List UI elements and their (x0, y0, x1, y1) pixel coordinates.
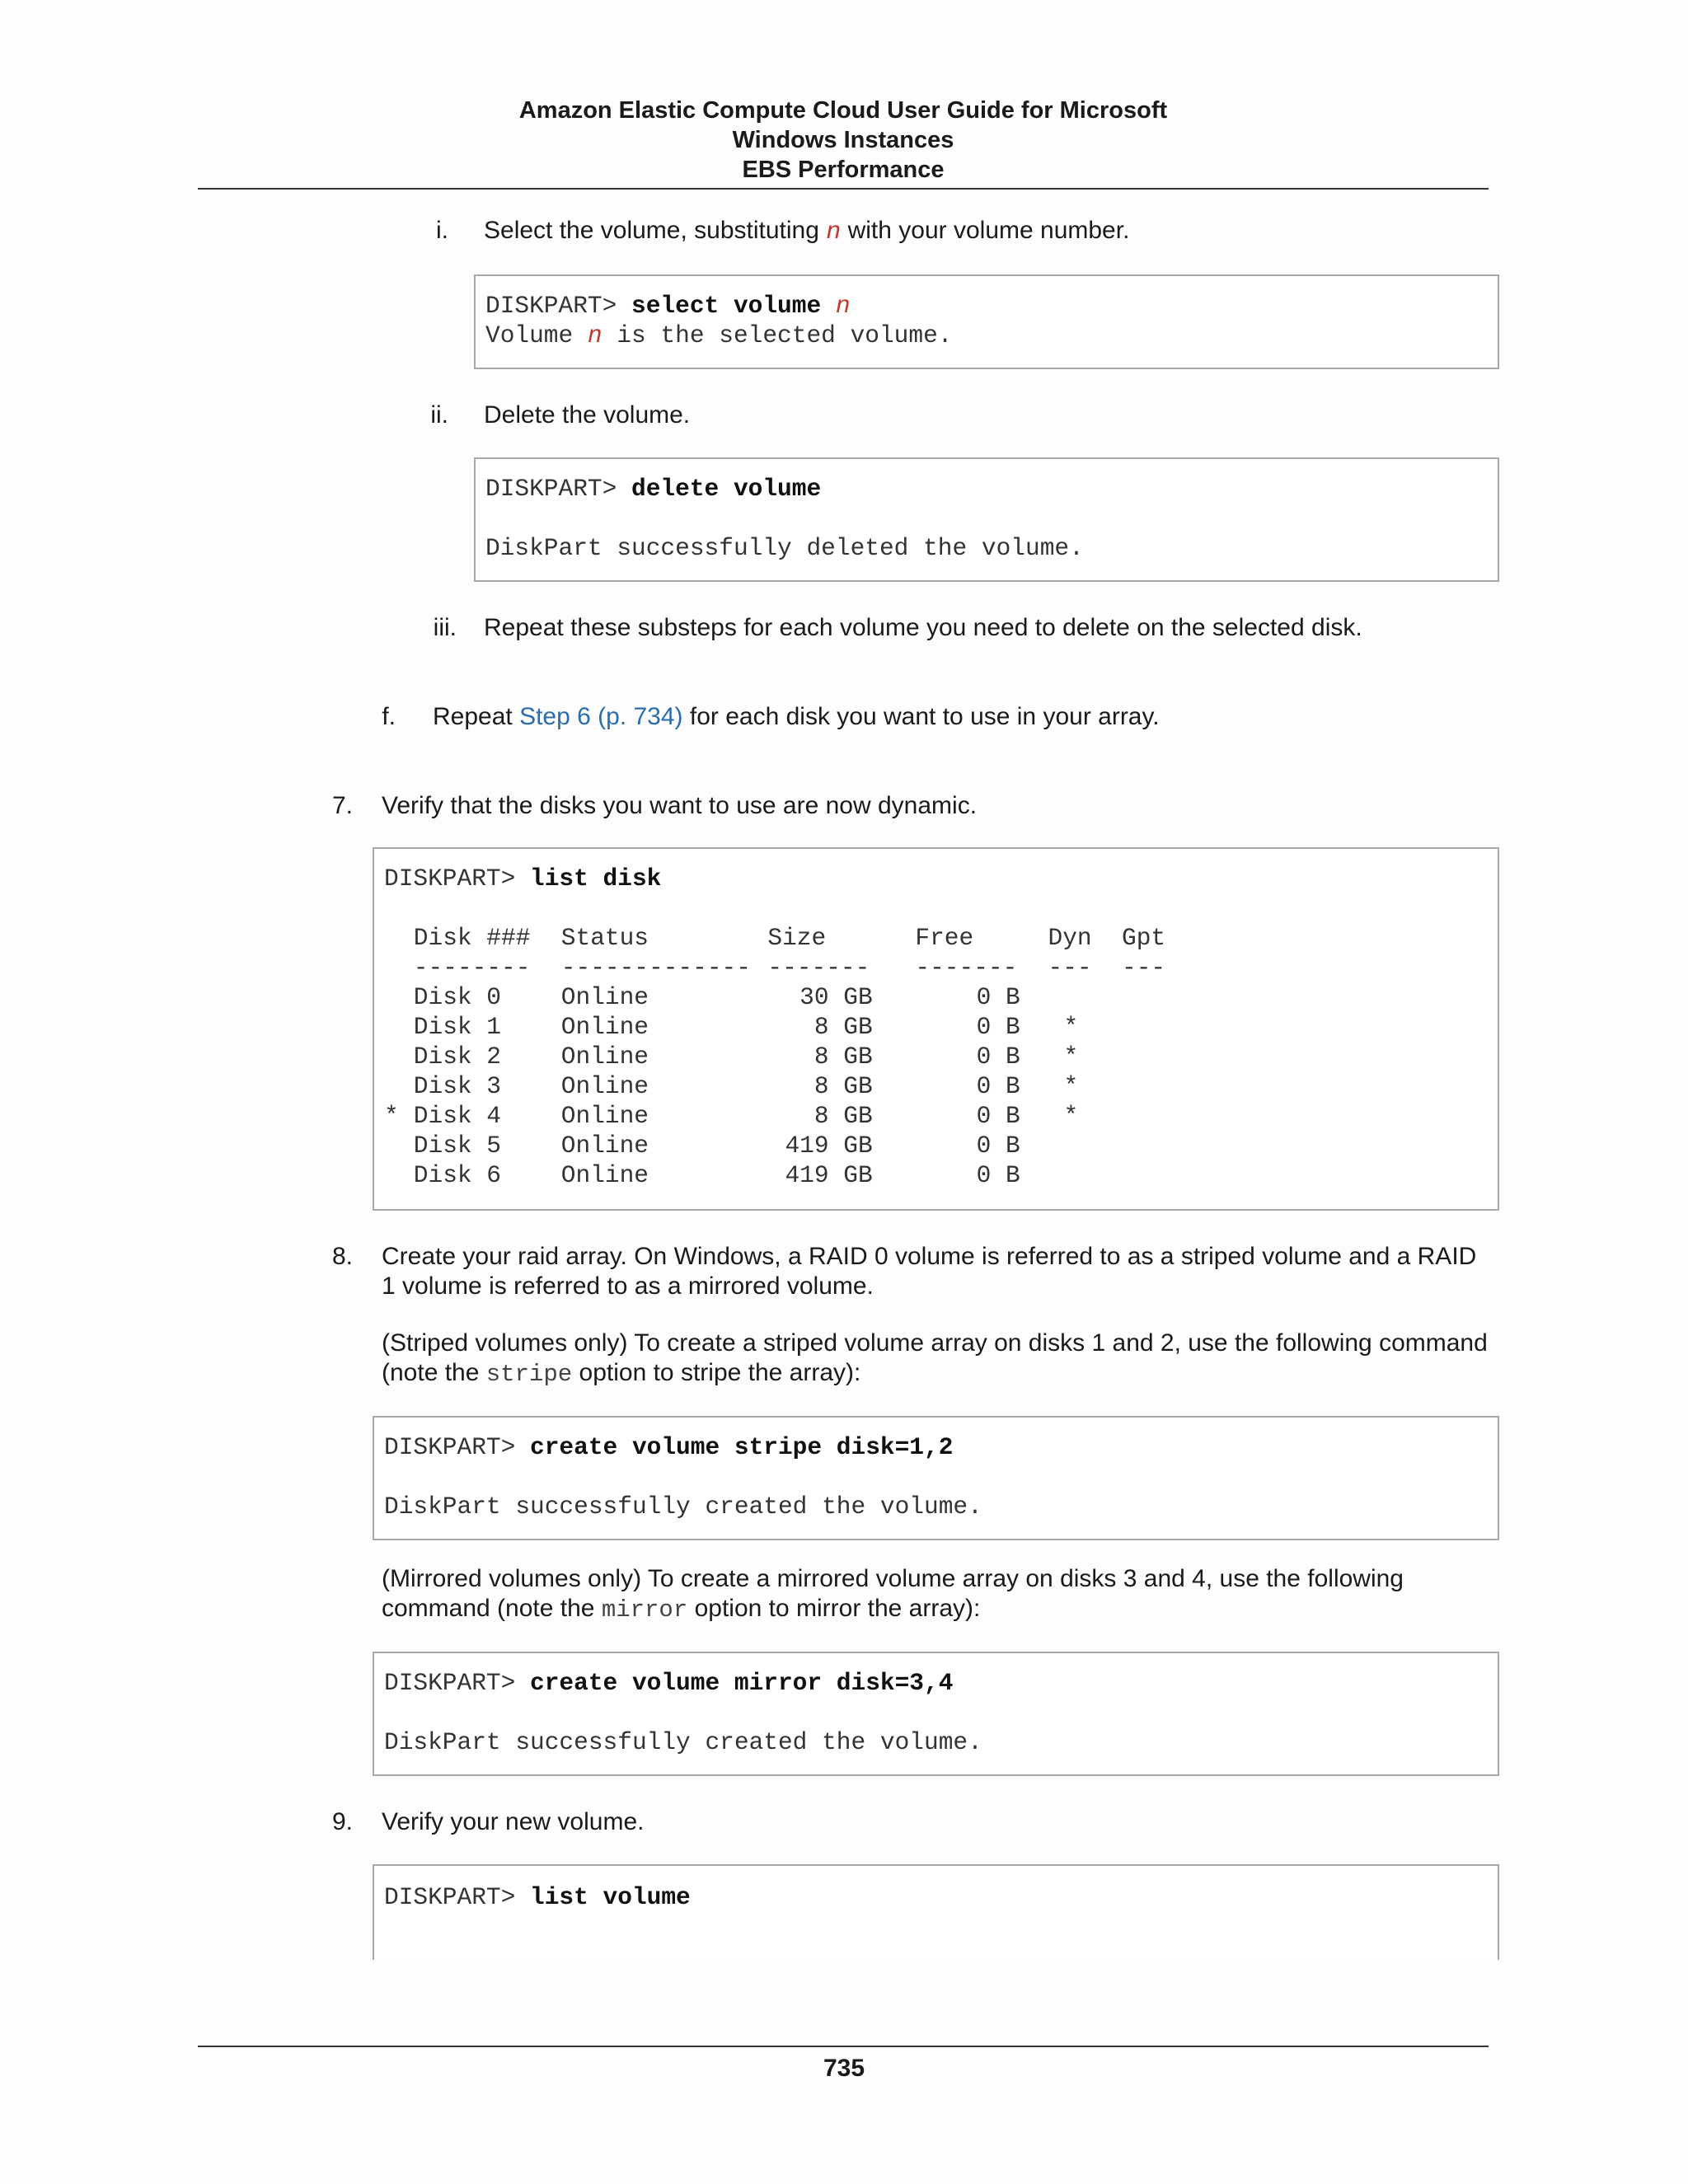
table-cell-status: Online (560, 1132, 649, 1160)
table-cell-disk: Disk 5 (413, 1132, 502, 1160)
table-cell-dyn: * (1063, 1013, 1079, 1041)
substep-ii-text: Delete the volume. (484, 401, 691, 429)
code-line-command: DISKPART> create volume stripe disk=1,2 (384, 1433, 954, 1461)
substep-i-label: i. (436, 217, 448, 244)
header-title-line1: Amazon Elastic Compute Cloud User Guide for Microsoft (518, 97, 1168, 124)
table-cell-free: 0 B (976, 1102, 1020, 1130)
table-header-dyn: Dyn (1048, 924, 1092, 952)
page-number: 735 (823, 2055, 865, 2082)
table-cell-status: Online (560, 1013, 649, 1041)
table-cell-size: 8 GB (814, 1043, 873, 1071)
code-block-select-volume (474, 274, 1499, 369)
table-cell-free: 0 B (976, 1132, 1020, 1160)
code-line-output: DiskPart successfully deleted the volume. (485, 534, 1084, 562)
table-cell-disk: Disk 3 (413, 1072, 502, 1100)
step-f-text: Repeat Step 6 (p. 734) for each disk you want to use in your array. (433, 703, 1160, 730)
table-cell-dyn: * (1063, 1102, 1079, 1130)
table-cell-size: 8 GB (814, 1102, 873, 1130)
table-header-status: Status (560, 924, 649, 952)
table-header-free: Free (915, 924, 974, 952)
code-block-list-volume (373, 1864, 1499, 1960)
table-divider-free: ------- (915, 954, 1018, 982)
step-8-label: 8. (331, 1243, 353, 1270)
table-header-gpt: Gpt (1122, 924, 1166, 952)
substep-iii-label: iii. (433, 614, 457, 641)
table-header-disk: Disk ### (413, 924, 531, 952)
table-cell-free: 0 B (976, 983, 1020, 1011)
variable-n: n (835, 292, 851, 320)
striped-intro-line1: (Striped volumes only) To create a striped volume array on disks 1 and 2, use the following command (382, 1329, 1488, 1357)
table-cell-status: Online (560, 1102, 649, 1130)
substep-ii-label: ii. (430, 401, 448, 429)
table-cell-status: Online (560, 1161, 649, 1189)
table-cell-dyn: * (1063, 1072, 1079, 1100)
table-cell-size: 419 GB (785, 1161, 873, 1189)
code-line-output: DiskPart successfully created the volume. (384, 1728, 982, 1756)
table-cell-free: 0 B (976, 1043, 1020, 1071)
header-rule (198, 188, 1489, 190)
table-divider-gpt: --- (1122, 954, 1166, 982)
code-line-output: DiskPart successfully created the volume. (384, 1493, 982, 1521)
code-line-output: Volume n is the selected volume. (485, 321, 953, 349)
table-cell-status: Online (560, 1072, 649, 1100)
mirrored-intro-line2: command (note the mirror option to mirror the array): (382, 1595, 981, 1624)
step-9-label: 9. (331, 1808, 353, 1835)
step-8-text-line2: 1 volume is referred to as a mirrored volume. (382, 1272, 874, 1300)
table-cell-free: 0 B (976, 1161, 1020, 1189)
table-cell-disk: Disk 2 (413, 1043, 502, 1071)
table-cell-disk: Disk 1 (413, 1013, 502, 1041)
code-line-command: DISKPART> delete volume (485, 475, 822, 503)
code-line-command: DISKPART> select volume n (485, 292, 851, 320)
table-cell-disk: Disk 6 (413, 1161, 502, 1189)
code-line-command: DISKPART> create volume mirror disk=3,4 (384, 1669, 954, 1697)
table-cell-size: 419 GB (785, 1132, 873, 1160)
code-line-command: DISKPART> list disk (384, 865, 662, 893)
table-cell-disk: Disk 4 (413, 1102, 502, 1130)
substep-iii-text: Repeat these substeps for each volume you need to delete on the selected disk. (484, 614, 1362, 641)
table-cell-size: 8 GB (814, 1072, 873, 1100)
step-7-text: Verify that the disks you want to use are now dynamic. (382, 792, 978, 819)
code-block-create-mirror (373, 1652, 1499, 1776)
variable-n: n (587, 321, 603, 349)
table-cell-size: 8 GB (814, 1013, 873, 1041)
code-block-delete-volume (474, 457, 1499, 582)
table-cell-status: Online (560, 1043, 649, 1071)
mirrored-intro-line1: (Mirrored volumes only) To create a mirrored volume array on disks 3 and 4, use the following (382, 1565, 1404, 1592)
footer-rule (198, 2046, 1489, 2047)
code-line-command: DISKPART> list volume (384, 1883, 691, 1911)
mirror-option-code: mirror (601, 1596, 688, 1624)
code-block-list-disk (373, 847, 1499, 1211)
step-8-text-line1: Create your raid array. On Windows, a RAID 0 volume is referred to as a striped volume and a RAID (382, 1243, 1477, 1270)
table-cell-size: 30 GB (799, 983, 873, 1011)
striped-intro-line2: (note the stripe option to stripe the array): (382, 1359, 861, 1388)
table-divider-dyn: --- (1048, 954, 1092, 982)
table-divider-status: ------------- (560, 954, 751, 982)
table-cell-dyn: * (1063, 1043, 1079, 1071)
substep-i-text: Select the volume, substituting n with your volume number. (484, 217, 1130, 246)
header-title-line2: Windows Instances (732, 127, 954, 153)
table-cell-free: 0 B (976, 1013, 1020, 1041)
table-header-size: Size (767, 924, 827, 952)
table-cell-status: Online (560, 983, 649, 1011)
variable-n: n (826, 218, 842, 246)
code-block-create-stripe (373, 1416, 1499, 1540)
step-9-text: Verify your new volume. (382, 1808, 645, 1835)
document-header (198, 96, 1489, 185)
step-f-label: f. (382, 703, 396, 730)
stripe-option-code: stripe (485, 1361, 573, 1388)
table-divider-disk: -------- (413, 954, 531, 982)
table-divider-size: ------- (767, 954, 870, 982)
header-section-title: EBS Performance (742, 157, 945, 183)
step-7-label: 7. (331, 792, 353, 819)
selected-disk-marker: * (384, 1102, 399, 1130)
table-cell-disk: Disk 0 (413, 983, 502, 1011)
step-6-link[interactable]: Step 6 (p. 734) (519, 703, 683, 730)
table-cell-free: 0 B (976, 1072, 1020, 1100)
